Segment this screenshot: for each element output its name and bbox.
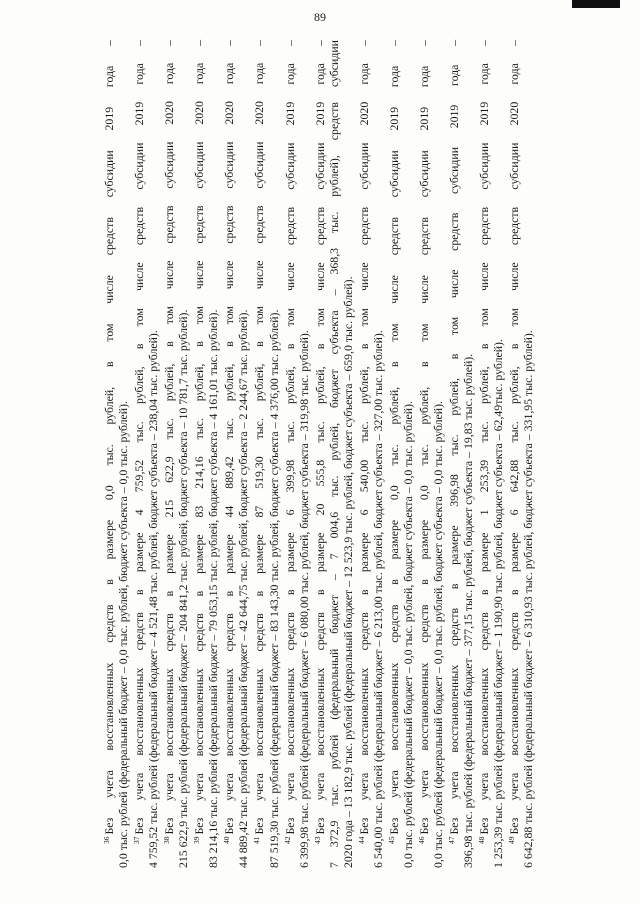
footnote-number: 48 xyxy=(477,836,487,844)
footnote xyxy=(355,40,385,868)
footnote-number: 38 xyxy=(162,836,172,844)
footnote-continuation: 6 642,88 тыс. рублей (федеральный бюджет – 6 310,93 тыс. рублей, бюджет субъекта – 331,95 тыс. рублей). xyxy=(521,330,536,868)
page-number: 89 xyxy=(314,10,326,24)
footnote xyxy=(190,40,220,868)
footnote-line: Без учета восстановленных средств в размере 44 889,42 тыс. рублей, в том числе средств субсидии 2020 года – xyxy=(222,40,237,835)
footnote-number: 45 xyxy=(386,836,396,844)
footnote xyxy=(311,40,355,868)
footnote xyxy=(220,40,250,868)
footnote-number: 39 xyxy=(192,836,202,844)
footnote xyxy=(281,40,311,868)
footnote-continuation: 2020 года – 13 182,9 тыс. рублей (федеральный бюджет – 12 523,9 тыс. рублей, бюджет субъекта – 659,0 тыс. рублей). xyxy=(340,276,355,868)
footnote xyxy=(475,40,505,868)
footnote-continuation: 0,0 тыс. рублей (федеральный бюджет – 0,0 тыс. рублей, бюджет субъекта – 0,0 тыс. рублей). xyxy=(116,401,131,868)
footnote-line: Без учета восстановленных средств в размере 6 399,98 тыс. рублей, в том числе средств субсидии 2019 года – xyxy=(282,40,297,835)
footnote-number: 47 xyxy=(447,836,457,844)
footnote-continuation: 4 759,52 тыс. рублей (федеральный бюджет – 4 521,48 тыс. рублей, бюджет субъекта – 238,04 тыс. рублей). xyxy=(146,330,161,868)
footnote-continuation: 83 214,16 тыс. рублей (федеральный бюджет – 79 053,15 тыс. рублей, бюджет субъекта – 4 161,01 тыс. рублей). xyxy=(206,309,221,868)
footnote xyxy=(250,40,280,868)
footnote-line: Без учета восстановленных средств в размере 1 253,39 тыс. рублей, в том числе средств субсидии 2019 года – xyxy=(477,40,492,835)
footnote-continuation: 7 372,9 тыс. рублей (федеральный бюджет – 7 004,6 тыс. рублей, бюджет субъекта – 368,3 тыс. рублей), средств субсидии xyxy=(326,40,341,868)
scan-corner-mark xyxy=(572,0,620,8)
footnote-number: 40 xyxy=(222,836,232,844)
footnote-continuation: 6 399,98 тыс. рублей (федеральный бюджет – 6 080,00 тыс. рублей, бюджет субъекта – 319,98 тыс. рублей). xyxy=(296,330,311,868)
footnote-line: Без учета восстановленных средств в размере 215 622,9 тыс. рублей, в том числе средств субсидии 2020 года – xyxy=(162,40,177,835)
footnote-continuation: 44 889,42 тыс. рублей (федеральный бюджет – 42 644,75 тыс. рублей, бюджет субъекта – 2 244,67 тыс. рублей). xyxy=(236,309,251,868)
footnote-line: Без учета восстановленных средств в размере 83 214,16 тыс. рублей, в том числе средств субсидии 2020 года – xyxy=(192,40,207,835)
footnote-number: 44 xyxy=(356,836,366,844)
footnote-continuation: 0,0 тыс. рублей (федеральный бюджет – 0,0 тыс. рублей, бюджет субъекта – 0,0 тыс. рублей). xyxy=(400,401,415,868)
footnote xyxy=(100,40,130,868)
footnote xyxy=(160,40,190,868)
footnote-number: 36 xyxy=(102,836,111,844)
footnote-line: Без учета восстановленных средств в размере 0,0 тыс. рублей, в том числе средств субсидии 2019 года – xyxy=(102,40,116,835)
footnote-line: Без учета восстановленных средств в размере 6 540,00 тыс. рублей, в том числе средств субсидии 2020 года – xyxy=(356,40,371,835)
footnote-continuation: 6 540,00 тыс. рублей (федеральный бюджет – 6 213,00 тыс. рублей, бюджет субъекта – 327,00 тыс. рублей). xyxy=(370,330,385,868)
footnote-line: Без учета восстановленных средств в размере 4 759,52 тыс. рублей, в том числе средств субсидии 2019 года – xyxy=(132,40,147,835)
footnote-continuation: 87 519,30 тыс. рублей (федеральный бюджет – 83 143,30 тыс. рублей, бюджет субъекта – 4 376,00 тыс. рублей). xyxy=(266,309,281,868)
footnotes-block xyxy=(100,40,535,868)
footnote xyxy=(505,40,535,868)
footnote-line: Без учета восстановленных средств в размере 0,0 тыс. рублей, в том числе средств субсидии 2019 года – xyxy=(386,40,401,835)
footnote-number: 46 xyxy=(416,836,426,844)
footnote xyxy=(415,40,445,868)
footnote xyxy=(385,40,415,868)
footnote-line: Без учета восстановленных средств в размере 396,98 тыс. рублей, в том числе средств субсидии 2019 года – xyxy=(447,40,462,835)
footnote-line: Без учета восстановленных средств в размере 0,0 тыс. рублей, в том числе средств субсидии 2019 года – xyxy=(416,40,431,835)
footnote-number: 49 xyxy=(507,836,517,844)
footnote-number: 41 xyxy=(252,836,262,844)
footnote-line: Без учета восстановленных средств в размере 20 555,8 тыс. рублей, в том числе средств субсидии 2019 года – xyxy=(312,40,327,835)
footnote-number: 42 xyxy=(282,836,292,844)
footnote-number: 37 xyxy=(132,836,142,844)
footnote-number: 43 xyxy=(312,836,322,844)
footnote-continuation: 396,98 тыс. рублей (федеральный бюджет – 377,15 тыс. рублей, бюджет субъекта – 19,83 тыс. рублей). xyxy=(461,353,476,868)
footnote-continuation: 1 253,39 тыс. рублей (федеральный бюджет – 1 190,90 тыс. рублей, бюджет субъекта – 62,49тыс. рублей). xyxy=(491,339,506,868)
footnote xyxy=(445,40,475,868)
footnote xyxy=(130,40,160,868)
footnote-line: Без учета восстановленных средств в размере 87 519,30 тыс. рублей, в том числе средств субсидии 2020 года – xyxy=(252,40,267,835)
footnote-continuation: 0,0 тыс. рублей (федеральный бюджет – 0,0 тыс. рублей, бюджет субъекта – 0,0 тыс. рублей). xyxy=(431,401,446,868)
footnote-continuation: 215 622,9 тыс. рублей (федеральный бюджет – 204 841,2 тыс. рублей, бюджет субъекта – 10 781,7 тыс. рублей). xyxy=(176,309,191,868)
footnote-line: Без учета восстановленных средств в размере 6 642,88 тыс. рублей, в том числе средств субсидии 2020 года – xyxy=(507,40,522,835)
